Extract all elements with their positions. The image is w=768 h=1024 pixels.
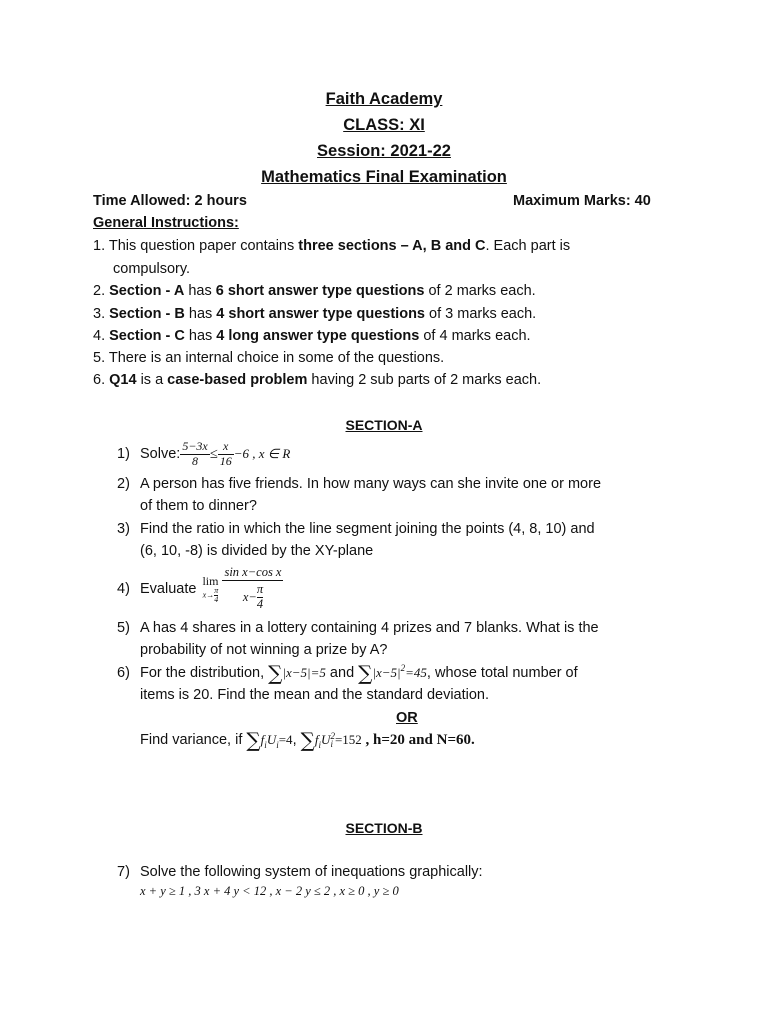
question-6-alternative xyxy=(140,728,475,752)
math-u: U xyxy=(321,732,331,747)
instruction-text: of 3 marks each. xyxy=(425,306,537,322)
question-2-line-1: A person has five friends. In how many ways can she invite one or more xyxy=(140,476,602,492)
question-text: , whose total number of xyxy=(426,665,578,681)
instruction-number: 2. xyxy=(93,283,110,299)
math-expression: |x−5|=5 xyxy=(282,665,326,680)
math-f: f xyxy=(314,732,319,747)
question-text: and xyxy=(325,665,359,681)
lim-sub-pi: π xyxy=(214,585,219,595)
lim-subscript xyxy=(202,587,218,604)
question-5-line-2: probability of not winning a prize by A? xyxy=(140,642,388,658)
section-b-title: SECTION-B xyxy=(345,820,423,836)
lim-sub-four: 4 xyxy=(214,594,219,604)
sigma-symbol: ∑ xyxy=(358,661,373,685)
denominator xyxy=(222,581,283,612)
session-title: Session: 2021-22 xyxy=(317,142,451,160)
instruction-number: 4. xyxy=(93,328,110,344)
question-5-line-1: A has 4 shares in a lottery containing 4 prizes and 7 blanks. What is the xyxy=(140,620,599,636)
instruction-number: 6. xyxy=(93,372,110,388)
math-f: f xyxy=(260,732,265,747)
le-symbol: ≤ xyxy=(209,445,218,462)
instruction-bold: Section - C xyxy=(109,328,185,344)
question-2-line-2: of them to dinner? xyxy=(140,498,257,514)
math-expression: −6 , x ∈ R xyxy=(233,446,291,461)
denominator: 8 xyxy=(192,453,199,468)
subscript: i xyxy=(318,739,322,750)
math-u: U xyxy=(266,732,277,747)
instruction-2 xyxy=(93,283,536,299)
question-number: 5) xyxy=(117,620,130,636)
math-expression: =45 xyxy=(405,665,427,680)
question-6-line-1 xyxy=(140,661,578,685)
subscript: i xyxy=(264,739,267,750)
maximum-marks: Maximum Marks: 40 xyxy=(513,193,651,209)
denominator: 16 xyxy=(219,453,232,468)
instruction-text: 1. This question paper contains xyxy=(93,238,299,254)
question-7-inequations: x + y ≥ 1 , 3 x + 4 y < 12 , x − 2 y ≤ 2 , x ≥ 0 , y ≥ 0 xyxy=(140,884,399,898)
instruction-number: 3. xyxy=(93,306,110,322)
instruction-text: has xyxy=(184,328,217,344)
instruction-bold: Section - A xyxy=(109,283,185,299)
den-pi: π xyxy=(256,582,264,597)
class-title: CLASS: XI xyxy=(343,116,425,134)
superscript: 2 xyxy=(400,663,406,674)
instruction-text: has xyxy=(184,306,217,322)
question-label: Solve: xyxy=(140,446,181,462)
instruction-1 xyxy=(93,238,570,254)
instruction-4 xyxy=(93,328,531,344)
instruction-bold: 6 short answer type questions xyxy=(215,283,425,299)
instruction-text: has xyxy=(184,283,216,299)
question-1 xyxy=(140,436,290,472)
lim-sub-var: x→ xyxy=(202,589,215,599)
numerator: sin x−cos x xyxy=(224,565,282,580)
time-allowed: Time Allowed: 2 hours xyxy=(93,193,247,209)
question-number: 2) xyxy=(117,476,130,492)
instruction-text: having 2 sub parts of 2 marks each. xyxy=(307,372,542,388)
sigma-symbol: ∑ xyxy=(268,661,283,685)
question-text: , h=20 and N=60. xyxy=(361,732,475,748)
question-7-line-1: Solve the following system of inequations graphically: xyxy=(140,864,483,880)
question-3-line-2: (6, 10, -8) is divided by the XY-plane xyxy=(140,543,374,559)
question-4 xyxy=(140,563,283,615)
exam-title: Mathematics Final Examination xyxy=(261,168,507,186)
question-6-line-2: items is 20. Find the mean and the standard deviation. xyxy=(140,687,490,703)
question-label: Evaluate xyxy=(140,581,197,597)
fraction xyxy=(218,440,234,467)
limit xyxy=(202,575,218,604)
lim-text: lim xyxy=(202,573,219,588)
subscript: i xyxy=(276,739,279,750)
fraction xyxy=(180,440,209,467)
superscript: 2 xyxy=(330,731,335,742)
instruction-bold: 4 long answer type questions xyxy=(216,328,420,344)
sigma-symbol: ∑ xyxy=(246,728,261,752)
den-four: 4 xyxy=(256,596,264,611)
instruction-text: is a xyxy=(136,372,168,388)
instruction-text: . Each part is xyxy=(485,238,571,254)
math-expression: |x−5| xyxy=(372,665,401,680)
numerator: 5−3x xyxy=(182,439,208,454)
instruction-bold: Section - B xyxy=(109,306,185,322)
question-number: 6) xyxy=(117,665,130,681)
question-text: Find variance, if xyxy=(140,732,247,748)
fraction xyxy=(222,566,283,611)
question-text: For the distribution, xyxy=(140,665,269,681)
school-name: Faith Academy xyxy=(325,90,443,108)
instruction-6 xyxy=(93,372,541,388)
question-number: 3) xyxy=(117,521,130,537)
question-number: 1) xyxy=(117,446,130,462)
instruction-bold: Q14 xyxy=(109,372,137,388)
instruction-bold: 4 short answer type questions xyxy=(216,306,425,322)
instruction-bold: three sections – A, B and C xyxy=(298,238,486,254)
den-var: x− xyxy=(242,589,257,604)
instructions-heading: General Instructions: xyxy=(93,215,239,231)
math-expression: =4 xyxy=(278,732,293,747)
section-a-title: SECTION-A xyxy=(345,417,423,433)
question-3-line-1: Find the ratio in which the line segment joining the points (4, 8, 10) and xyxy=(140,521,595,537)
subscript: i xyxy=(330,739,333,750)
instruction-5: 5. There is an internal choice in some of the questions. xyxy=(93,350,445,366)
lim-sub-frac xyxy=(214,587,218,604)
instruction-text: of 2 marks each. xyxy=(424,283,536,299)
question-text: , xyxy=(292,732,301,748)
math-expression: =152 xyxy=(334,732,362,747)
instruction-bold: case-based problem xyxy=(167,372,308,388)
instruction-text: of 4 marks each. xyxy=(419,328,531,344)
numerator: x xyxy=(218,440,234,454)
instruction-3 xyxy=(93,306,536,322)
question-number: 4) xyxy=(117,581,130,597)
question-number: 7) xyxy=(117,864,130,880)
or-divider: OR xyxy=(396,710,418,726)
sigma-symbol: ∑ xyxy=(300,728,315,752)
instruction-1-cont: compulsory. xyxy=(113,261,191,277)
den-frac xyxy=(257,583,263,612)
